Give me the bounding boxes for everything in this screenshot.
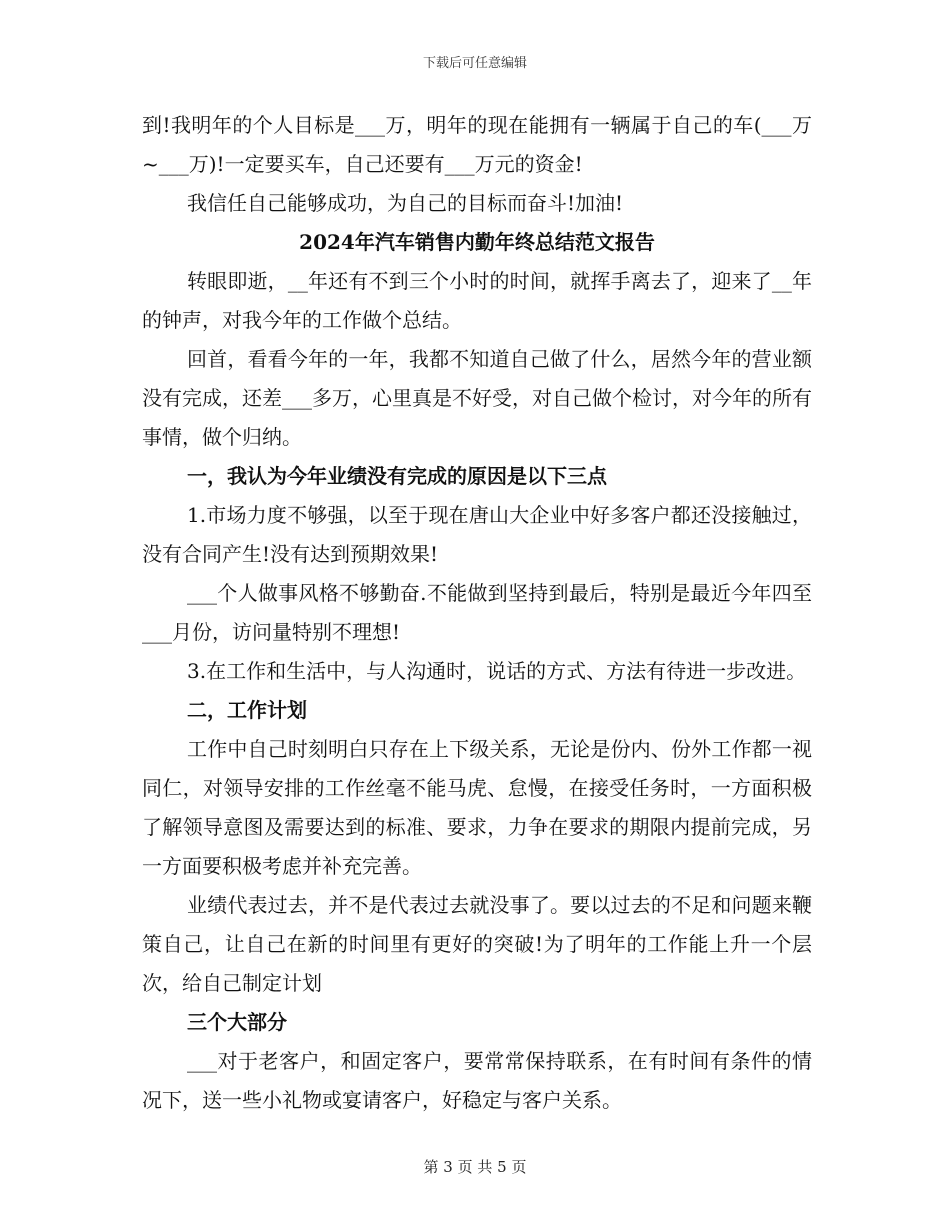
section-heading: 二，工作计划 xyxy=(187,698,307,722)
section-heading: 一，我认为今年业绩没有完成的原因是以下三点 xyxy=(187,464,607,488)
paragraph: 工作中自己时刻明白只存在上下级关系，无论是份内、份外工作都一视同仁，对领导安排的工作丝毫不能马虎、怠慢，在接受任务时，一方面积极了解领导意图及需要达到的标准、要求，力争在要求的期限内提前完成，另一方面要积极考虑并补充完善。 xyxy=(142,737,812,878)
paragraph: 3.在工作和生活中，与人沟通时，说话的方式、方法有待进一步改进。 xyxy=(187,659,807,683)
paragraph: 我信任自己能够成功，为自己的目标而奋斗!加油! xyxy=(187,191,624,215)
document-title: 2024年汽车销售内勤年终总结范文报告 xyxy=(299,230,655,254)
paragraph: 1.市场力度不够强，以至于现在唐山大企业中好多客户都还没接触过，没有合同产生!没有达到预期效果! xyxy=(142,503,812,566)
document-body xyxy=(142,106,812,1120)
section-heading: 三个大部分 xyxy=(187,1010,287,1034)
paragraph: 回首，看看今年的一年，我都不知道自己做了什么，居然今年的营业额没有完成，还差___多万，心里真是不好受，对自己做个检讨，对今年的所有事情，做个归纳。 xyxy=(142,347,812,449)
page-footer: 第 3 页 共 5 页 xyxy=(423,1158,527,1176)
paragraph: ___对于老客户，和固定客户，要常常保持联系，在有时间有条件的情况下，送一些小礼物或宴请客户，好稳定与客户关系。 xyxy=(142,1049,812,1112)
paragraph: 业绩代表过去，并不是代表过去就没事了。要以过去的不足和问题来鞭策自己，让自己在新的时间里有更好的突破!为了明年的工作能上升一个层次，给自己制定计划 xyxy=(142,893,812,995)
paragraph: 到!我明年的个人目标是___万，明年的现在能拥有一辆属于自己的车(___万~___万)!一定要买车，自己还要有___万元的资金! xyxy=(142,113,812,176)
paragraph: 转眼即逝，__年还有不到三个小时的时间，就挥手离去了，迎来了__年的钟声，对我今年的工作做个总结。 xyxy=(142,269,812,332)
page-header: 下载后可任意编辑 xyxy=(422,56,527,71)
paragraph: ___个人做事风格不够勤奋.不能做到坚持到最后，特别是最近今年四至___月份，访问量特别不理想! xyxy=(142,581,812,644)
